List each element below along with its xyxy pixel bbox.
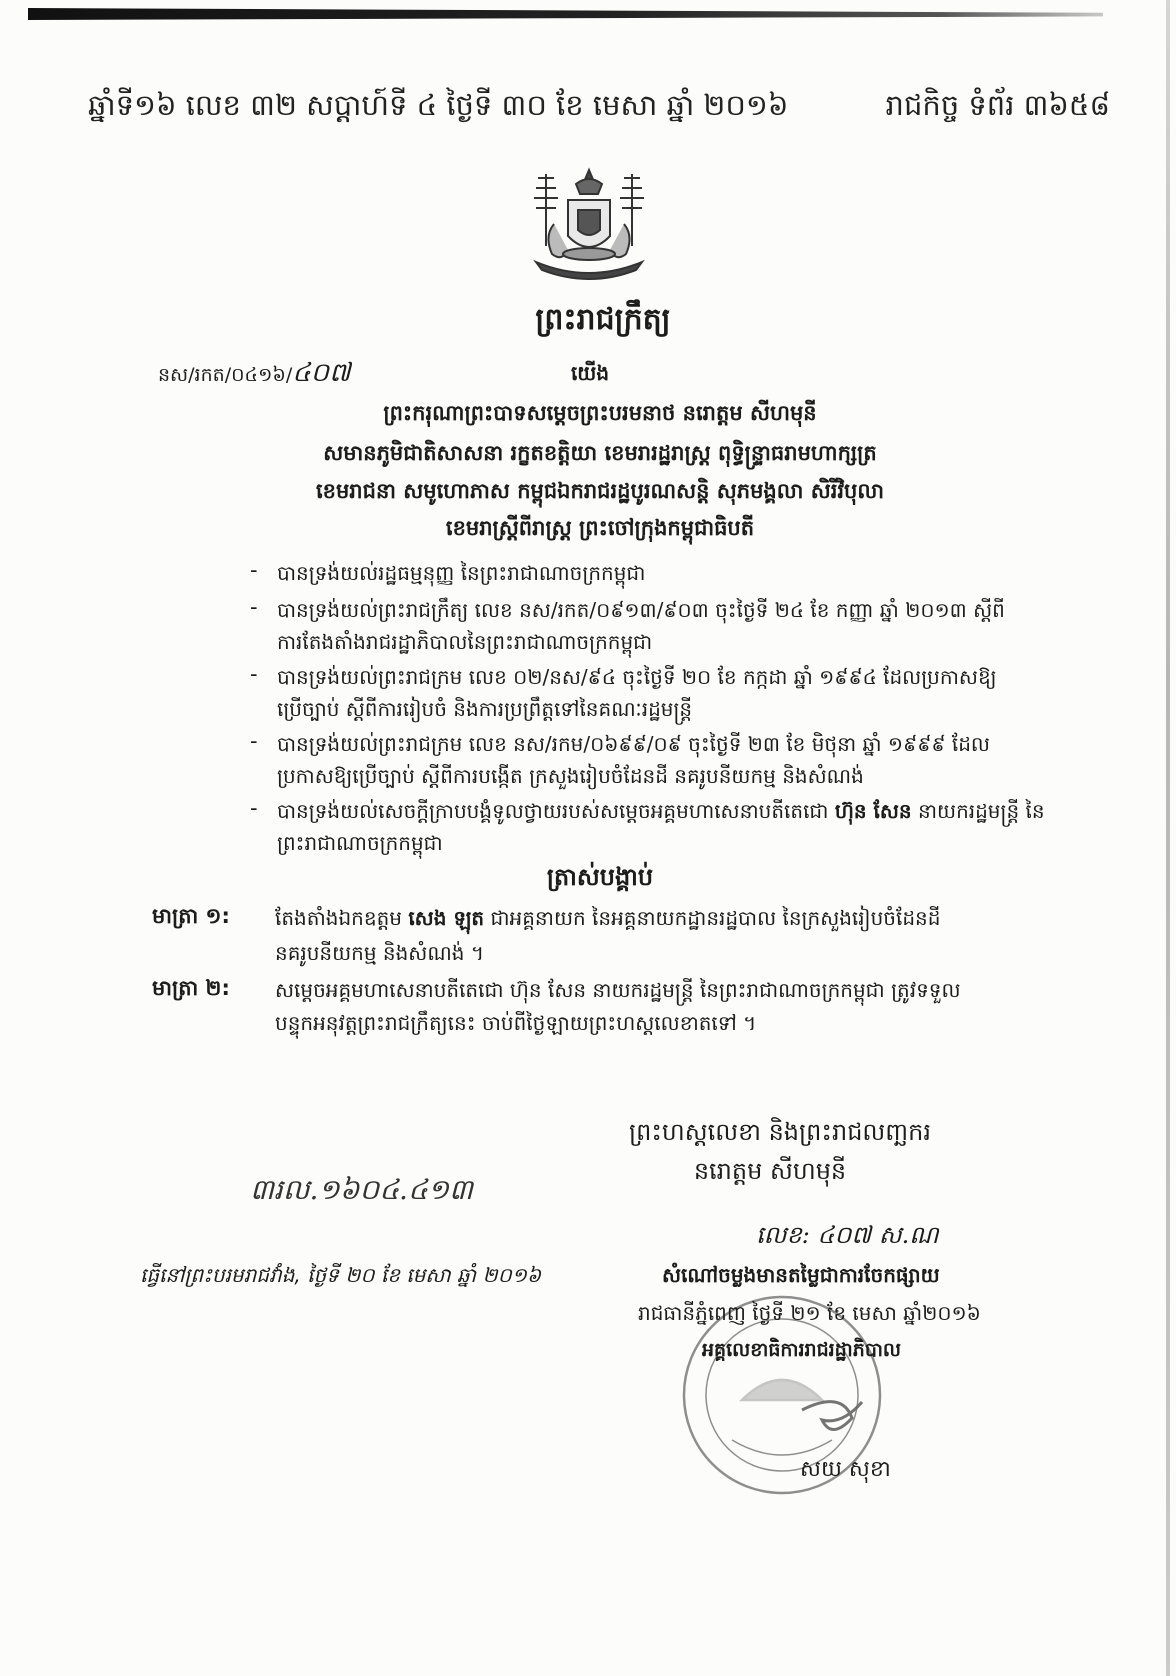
consideration-line: បានទ្រង់យល់ព្រះរាជក្រម លេខ នស/រកម/០៦៩៩/០៩ ចុះថ្ងៃទី ២៣ ខែ មិថុនា ឆ្នាំ ១៩៩៩ ដែល bbox=[277, 732, 990, 756]
consideration-text: នាយករដ្ឋមន្ត្រី នៃ bbox=[917, 799, 1045, 823]
reference-handwritten: ៤០៧ bbox=[292, 358, 351, 388]
consideration-line: ការតែងតាំងរាជរដ្ឋាភិបាលនៃព្រះរាជាណាចក្រកម្ពុជា bbox=[277, 630, 653, 654]
certified-copy-date: រាជធានីភ្នំពេញ ថ្ងៃទី ២១ ខែ មេសា ឆ្នាំ២០១៦ bbox=[638, 1301, 981, 1325]
we-heading: យើង bbox=[570, 361, 610, 385]
appointee-name: សេង ឡុត bbox=[408, 906, 485, 930]
bullet-dash: - bbox=[250, 595, 258, 619]
consideration-line: បានទ្រង់យល់រដ្ឋធម្មនុញ្ញ នៃព្រះរាជាណាចក្រកម្ពុជា bbox=[277, 561, 646, 585]
bullet-dash: - bbox=[250, 558, 258, 582]
decree-reference-number bbox=[158, 356, 350, 394]
royal-title-line: សមានភូមិជាតិសាសនា រក្ខតខត្តិយា ខេមរារដ្ឋរាស្ត្រ ពុទ្ធិន្ទ្រាធរាមហាក្សត្រ bbox=[323, 440, 877, 465]
consideration-line: ព្រះរាជាណាចក្រកម្ពុជា bbox=[277, 831, 443, 855]
prime-minister-name: ហ៊ុន សែន bbox=[834, 799, 912, 823]
decree-title: ព្រះរាជក្រឹត្យ bbox=[535, 302, 671, 337]
secretary-general-name: សយ សុខា bbox=[800, 1457, 891, 1482]
certified-copy-note: សំណៅចម្លងមានតម្លៃជាការចែកផ្សាយ bbox=[662, 1263, 940, 1287]
royal-title-line: ខេមរាជនា សមូហោភាស កម្ពុជឯករាជរដ្ឋបូរណសន្តិ សុភមង្គលា សិរីវិបុលា bbox=[315, 478, 885, 503]
article-line: សម្តេចអគ្គមហាសេនាបតីតេជោ ហ៊ុន សែន នាយករដ្ឋមន្ត្រី នៃព្រះរាជាណាចក្រកម្ពុជា ត្រូវទទួល bbox=[275, 978, 961, 1002]
royal-coat-of-arms-icon bbox=[506, 166, 672, 280]
scan-edge-right bbox=[1166, 0, 1170, 1676]
article-line: នគរូបនីយកម្ម និងសំណង់ ។ bbox=[275, 941, 485, 965]
consideration-line: បានទ្រង់យល់ព្រះរាជក្រម លេខ ០២/នស/៩៤ ចុះថ្ងៃទី ២០ ខែ កក្កដា ឆ្នាំ ១៩៩៤ ដែលប្រកាសឱ្យ bbox=[277, 665, 997, 689]
consideration-line: ប្រើច្បាប់ ស្តីពីការរៀបចំ និងការប្រព្រឹត្តទៅនៃគណៈរដ្ឋមន្ត្រី bbox=[277, 697, 693, 721]
consideration-line: បានទ្រង់យល់ព្រះរាជក្រឹត្យ លេខ នស/រកត/០៩១៣/៩០៣ ចុះថ្ងៃទី ២៤ ខែ កញ្ញា ឆ្នាំ ២០១៣ ស្តីពី bbox=[277, 598, 1005, 622]
article-line bbox=[275, 905, 940, 935]
bullet-dash: - bbox=[250, 796, 258, 820]
decree-heading: ត្រាស់បង្គាប់ bbox=[546, 862, 654, 891]
reference-typed: នស/រកត/០៤១៦/ bbox=[158, 364, 293, 386]
scan-edge-top bbox=[28, 8, 1103, 20]
article-text: តែងតាំងឯកឧត្តម bbox=[275, 906, 402, 930]
bullet-dash: - bbox=[250, 662, 258, 686]
royal-signature-caption: ព្រះហស្តលេខា និងព្រះរាជលញ្ឆករ bbox=[628, 1118, 931, 1146]
consideration-text: បានទ្រង់យល់សេចក្តីក្រាបបង្គំទូលថ្វាយរបស់សម្តេចអគ្គមហាសេនាបតីតេជោ bbox=[277, 799, 829, 823]
article-text: ជាអគ្គនាយក នៃអគ្គនាយកដ្ឋានរដ្ឋបាល នៃក្រសួងរៀបចំដែនដី bbox=[490, 906, 941, 930]
gazette-page: រាជកិច្ច ទំព័រ ៣៦៥៨ bbox=[885, 88, 1110, 122]
gazette-issue: ឆ្នាំទី១៦ លេខ ៣២ សប្តាហ៍ទី ៤ ថ្ងៃទី ៣០ ខែ មេសា ឆ្នាំ ២០១៦ bbox=[88, 88, 789, 122]
bullet-dash: - bbox=[250, 729, 258, 753]
consideration-line bbox=[277, 798, 1045, 828]
gazette-header bbox=[88, 88, 1110, 130]
royal-title-line: ព្រះករុណាព្រះបាទសម្តេចព្រះបរមនាថ នរោត្តម សីហមុនី bbox=[383, 400, 817, 425]
place-and-date: ធ្វើនៅព្រះបរមរាជវាំង, ថ្ងៃទី ២០ ខែ មេសា ឆ្នាំ ២០១៦ bbox=[140, 1263, 542, 1287]
article-line: បន្ទុកអនុវត្តព្រះរាជក្រឹត្យនេះ ចាប់ពីថ្ងៃឡាយព្រះហស្តលេខាតទៅ ។ bbox=[275, 1011, 757, 1035]
secretary-general-title: អគ្គលេខាធិការរាជរដ្ឋាភិបាល bbox=[702, 1339, 901, 1361]
registration-number: លេខ: ៤០៧ ស.ណ bbox=[756, 1221, 939, 1249]
article-label: មាត្រា ២: bbox=[152, 976, 230, 1000]
consideration-line: ប្រកាសឱ្យប្រើច្បាប់ ស្តីពីការបង្កើត ក្រសួងរៀបចំដែនដី នគរូបនីយកម្ម និងសំណង់ bbox=[277, 764, 864, 788]
royal-title-line: ខេមរាស្ត្រីពីរាស្ត្រ ព្រះចៅក្រុងកម្ពុជាធិបតី bbox=[445, 515, 755, 540]
king-name: នរោត្តម សីហមុនី bbox=[693, 1157, 847, 1185]
handwritten-registration: ៣រល.១៦០៤.៤១៣ bbox=[250, 1173, 473, 1206]
article-label: មាត្រា ១: bbox=[152, 904, 230, 928]
